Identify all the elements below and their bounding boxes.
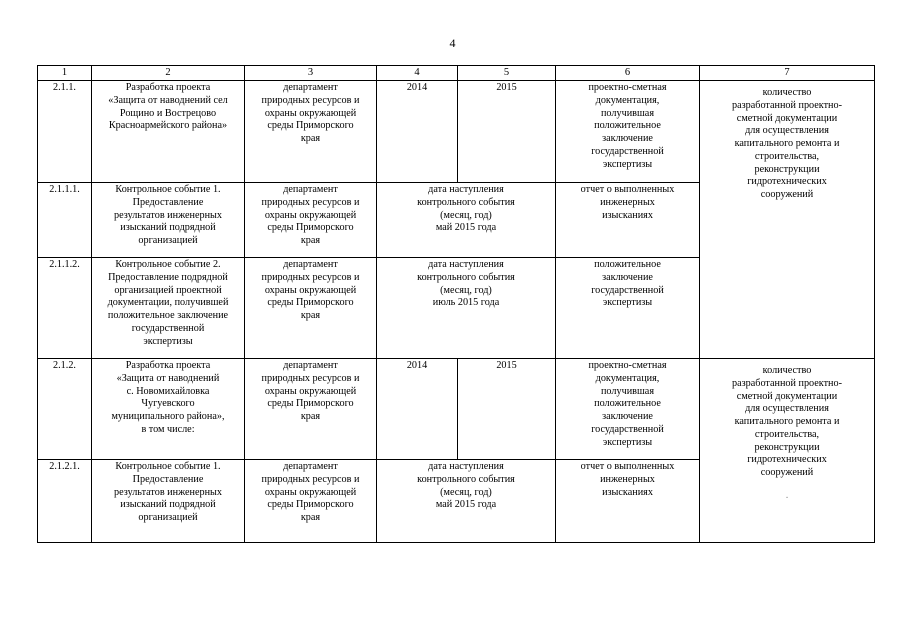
activity-name: Контрольное событие 1. Предоставление результатов инженерных изысканий подрядной организацией [92,183,245,258]
header-cell: 2 [92,66,245,81]
row-number: 2.1.1. [38,81,92,183]
expected-result: отчет о выполненных инженерных изысканиях [556,460,700,543]
expected-result: проектно-сметная документация, получившая положительное заключение государственной экспертизы [556,81,700,183]
control-date: дата наступления контрольного события (месяц, год) июль 2015 года [377,258,556,359]
indicator-cell: количество разработанной проектно- сметной документации для осуществления капитального ремонта и строительства, реконструкции гидротехнических сооружений [700,81,875,359]
control-date: дата наступления контрольного события (месяц, год) май 2015 года [377,460,556,543]
expected-result: проектно-сметная документация, получившая положительное заключение государственной экспертизы [556,359,700,460]
activity-name: Разработка проекта «Защита от наводнений с. Новомихайловка Чугуевского муниципального района», в том числе: [92,359,245,460]
row-number: 2.1.1.2. [38,258,92,359]
table-header-row [38,66,875,81]
control-date: дата наступления контрольного события (месяц, год) май 2015 года [377,183,556,258]
start-year: 2014 [377,359,458,460]
indicator-mark: . [785,489,789,501]
table-row [38,81,875,183]
header-cell: 3 [245,66,377,81]
start-year: 2014 [377,81,458,183]
activity-name: Контрольное событие 2. Предоставление подрядной организацией проектной документации, получившей положительное заключение государственной экспертизы [92,258,245,359]
expected-result: положительное заключение государственной экспертизы [556,258,700,359]
row-number: 2.1.2. [38,359,92,460]
row-number: 2.1.2.1. [38,460,92,543]
executor: департамент природных ресурсов и охраны окружающей среды Приморского края [245,258,377,359]
header-cell: 6 [556,66,700,81]
header-cell: 4 [377,66,458,81]
table-row [38,359,875,460]
end-year: 2015 [458,359,556,460]
header-cell: 7 [700,66,875,81]
activity-name: Разработка проекта «Защита от наводнений сел Рощино и Вострецово Красноармейского района» [92,81,245,183]
indicator-cell: количество разработанной проектно- сметной документации для осуществления капитального ремонта и строительства, реконструкции гидротехнических сооружений . [700,359,875,543]
executor: департамент природных ресурсов и охраны окружающей среды Приморского края [245,359,377,460]
page-number: 4 [449,36,456,50]
expected-result: отчет о выполненных инженерных изысканиях [556,183,700,258]
end-year: 2015 [458,81,556,183]
header-cell: 5 [458,66,556,81]
plan-table [37,65,875,543]
executor: департамент природных ресурсов и охраны окружающей среды Приморского края [245,183,377,258]
executor: департамент природных ресурсов и охраны окружающей среды Приморского края [245,460,377,543]
header-cell: 1 [38,66,92,81]
executor: департамент природных ресурсов и охраны окружающей среды Приморского края [245,81,377,183]
row-number: 2.1.1.1. [38,183,92,258]
activity-name: Контрольное событие 1. Предоставление результатов инженерных изысканий подрядной организацией [92,460,245,543]
